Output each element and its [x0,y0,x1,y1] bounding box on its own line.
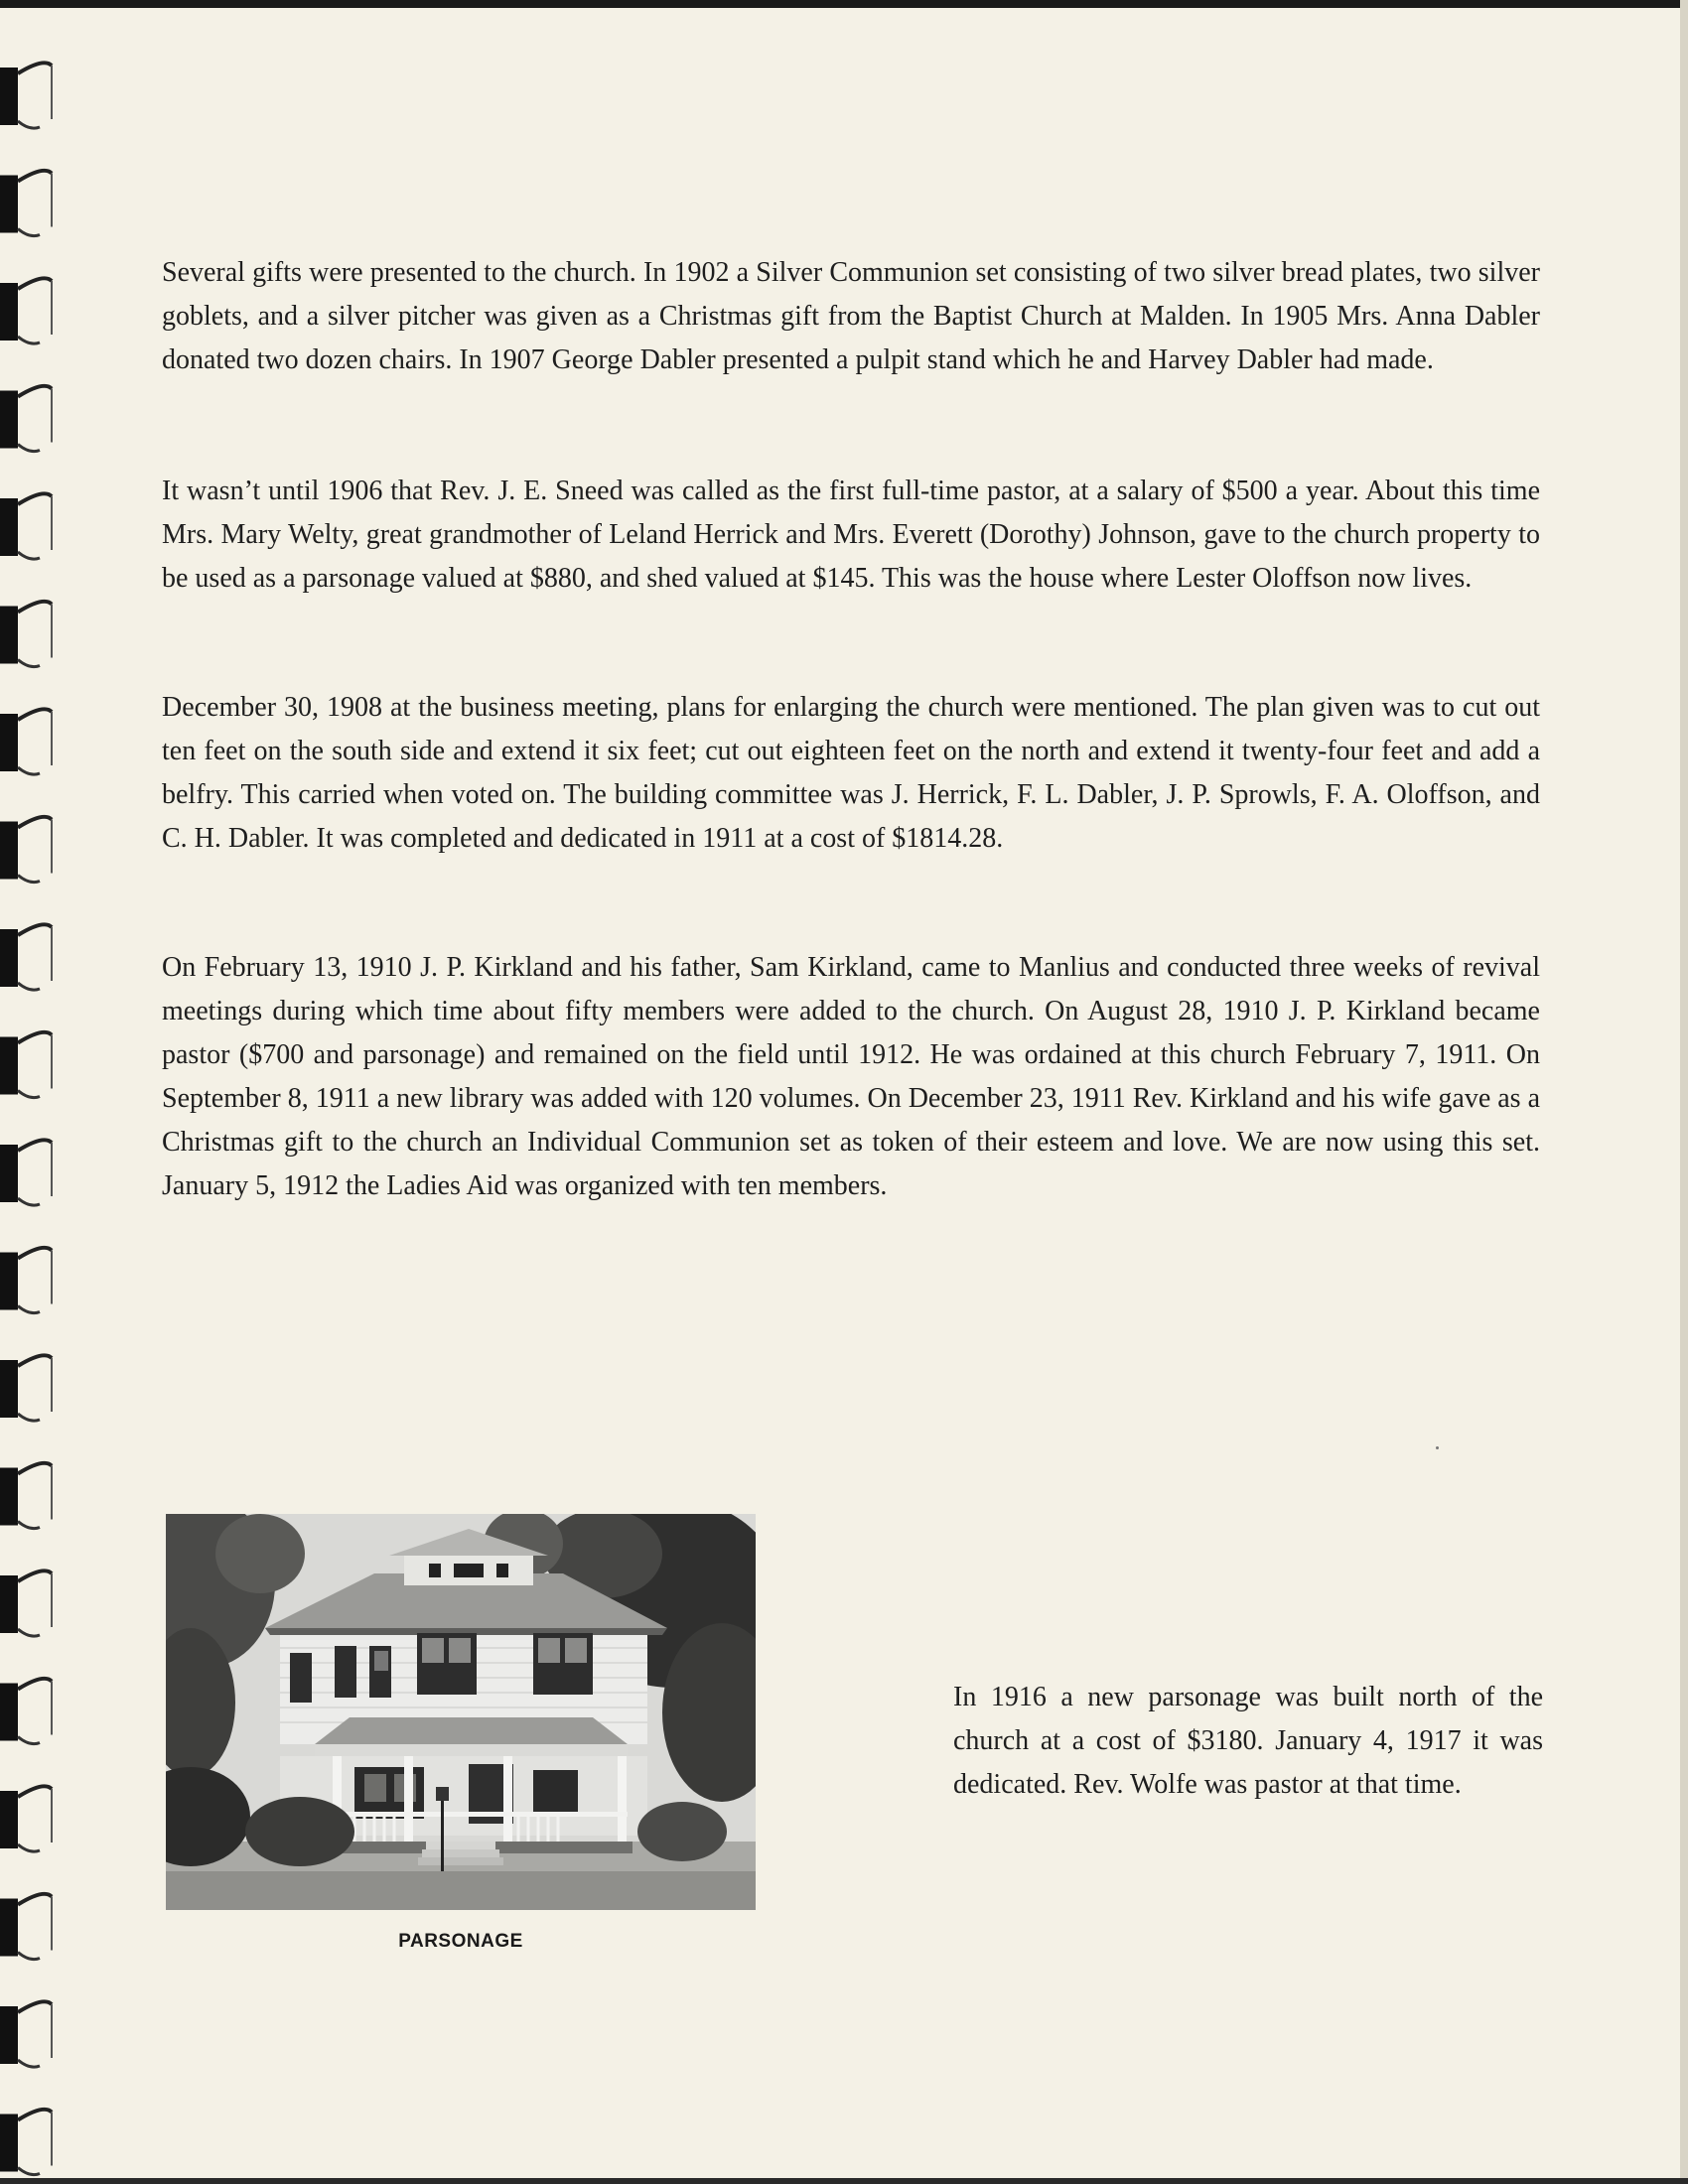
binding-loop [0,1786,52,1851]
paper-speck [1436,1446,1439,1449]
binding-loop [0,493,52,559]
paragraph-first-pastor: It wasn’t until 1906 that Rev. J. E. Sneed was called as the first full-time pastor, at a salary of $500 a year. About this time Mrs. Mary Welty, great grandmother of Leland Herrick and Mrs. Everett (Dorothy) Johnson, gave to the church property to be used as a parsonage valued at $880, and shed valued at $145. This was the house where Lester Oloffson now lives. [162,476,1540,594]
binding-loop [0,2110,52,2175]
binding-loop [0,1679,52,1744]
binding-loop [0,1463,52,1529]
binding-loop [0,1894,52,1960]
binding-loop [0,2001,52,2067]
binding-loop [0,1032,52,1098]
spiral-binding [0,0,60,2184]
paragraph-kirkland-revival: On February 13, 1910 J. P. Kirkland and his father, Sam Kirkland, came to Manlius and conducted three weeks of revival meetings during which time about fifty members were added to the church. On August 28, 1910 J. P. Kirkland became pastor ($700 and parsonage) and remained on the field until 1912. He was ordained at this church February 7, 1911. On September 8, 1911 a new library was added with 120 volumes. On December 23, 1911 Rev. Kirkland and his wife gave as a Christmas gift to the church an Individual Communion set as token of their esteem and love. We are now using this set. January 5, 1912 the Ladies Aid was organized with ten members. [162,952,1540,1201]
paragraph-new-parsonage: In 1916 a new parsonage was built north of the church at a cost of $3180. January 4, 1917 it was dedicated. Rev. Wolfe was pastor at that time. [953,1682,1543,1800]
photo-caption: PARSONAGE [398,1931,523,1952]
binding-loop [0,709,52,774]
page-top-edge [0,0,1688,8]
binding-loop [0,1570,52,1636]
paragraph-church-enlargement: December 30, 1908 at the business meeting, plans for enlarging the church were mentioned. The plan given was to cut out ten feet on the south side and extend it six feet; cut out eighteen feet on the north and extend it twenty-four feet and add a belfry. This carried when voted on. The building committee was J. Herrick, F. L. Dabler, J. P. Sprowls, F. A. Oloffson, and C. H. Dabler. It was completed and dedicated in 1911 at a cost of $1814.28. [162,692,1540,854]
page-right-edge [1680,0,1688,2184]
binding-loop [0,63,52,128]
paragraph-gifts: Several gifts were presented to the church. In 1902 a Silver Communion set consisting of two silver bread plates, two silver goblets, and a silver pitcher was given as a Christmas gift from the Baptist Church at Malden. In 1905 Mrs. Anna Dabler donated two dozen chairs. In 1907 George Dabler presented a pulpit stand which he and Harvey Dabler had made. [162,257,1540,375]
binding-loop [0,1355,52,1421]
binding-loop [0,602,52,667]
binding-loop [0,386,52,452]
parsonage-photo [166,1514,756,1910]
page-bottom-edge [0,2178,1688,2184]
binding-loop [0,1140,52,1205]
binding-loop [0,817,52,883]
parsonage-photo-image [166,1514,756,1910]
binding-loop [0,1248,52,1313]
binding-loop [0,278,52,343]
binding-loop [0,924,52,990]
binding-loop [0,171,52,236]
